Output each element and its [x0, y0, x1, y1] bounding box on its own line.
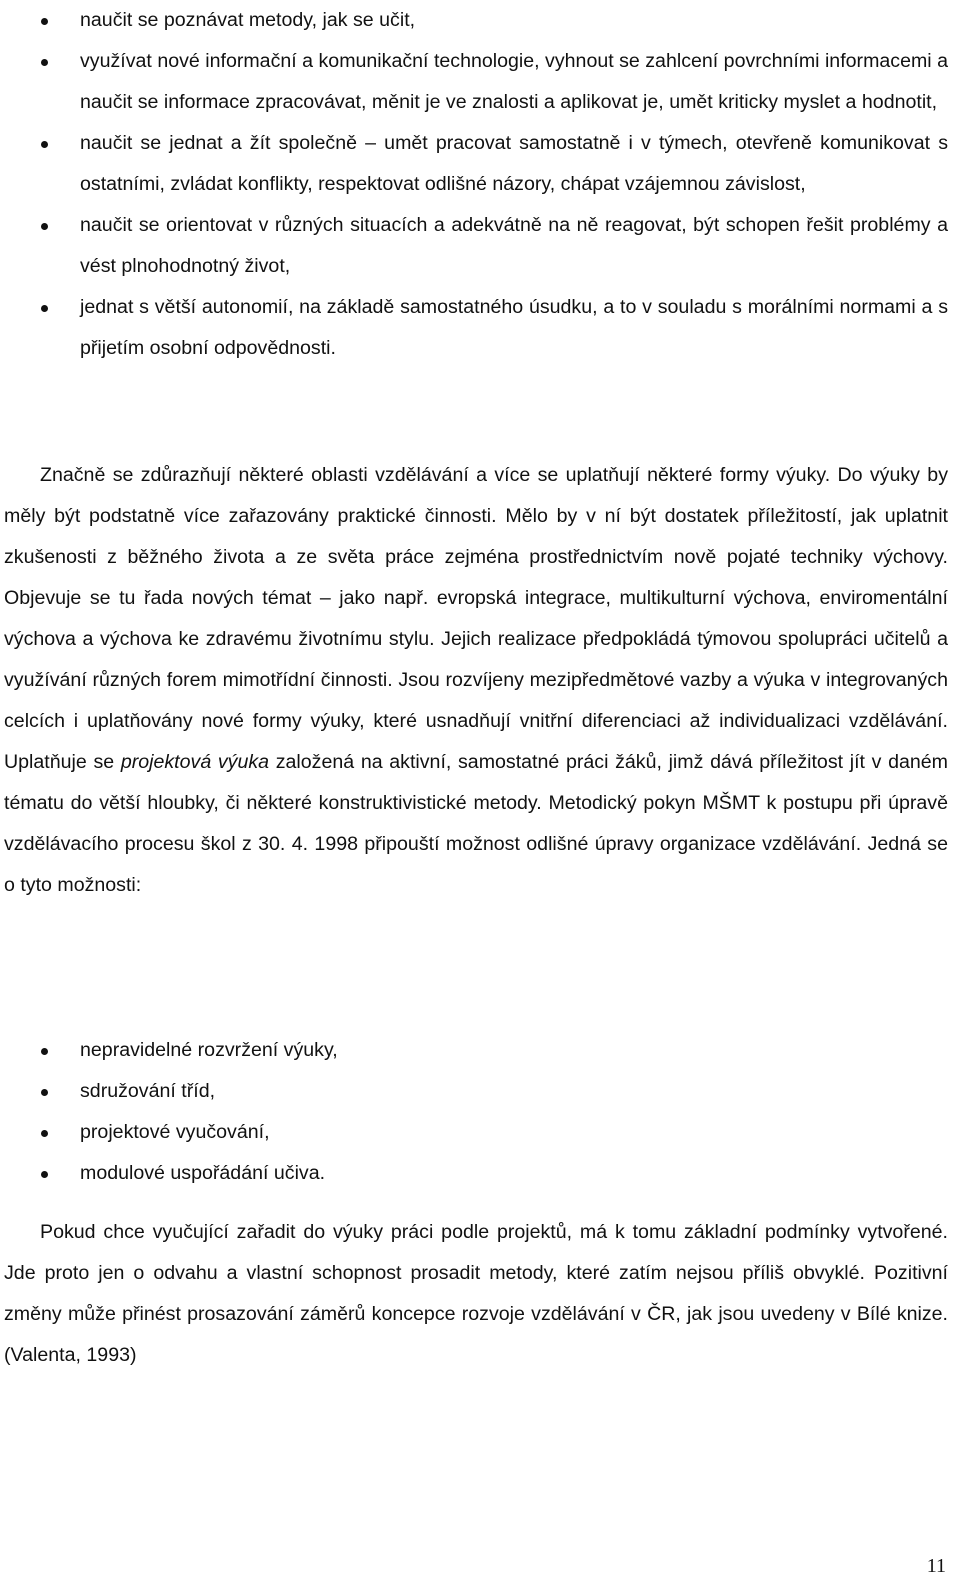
- list-item-text: projektové vyučování,: [80, 1121, 270, 1143]
- list-item-text: modulové uspořádání učiva.: [80, 1162, 326, 1184]
- list-item: [0, 41, 960, 123]
- paragraph-text: Značně se zdůrazňují některé oblasti vzdělávání a více se uplatňují některé formy výuky. Do výuky by měly být podstatně více zařazovány praktické činnosti. Mělo by v ní být dostatek příležitostí, jak uplatnit zkušenosti z běžného života a ze světa práce zejména prostřednictvím nově pojaté techniky výchovy. Objevuje se tu řada nových témat – jako např. evropská integrace, multikulturní výchova, enviromentální výchova a výchova ke zdravému životnímu stylu. Jejich realizace předpokládá týmovou spolupráci učitelů a využívání různých forem mimotřídní činnosti. Jsou rozvíjeny mezipředmětové vazby a výuka v integrovaných celcích i uplatňovány nové formy výuky, které usnadňují vnitřní diferenciaci až individualizaci vzdělávání. Uplatňuje se: [4, 464, 948, 773]
- list-item-text: sdružování tříd,: [80, 1080, 216, 1102]
- list-item: [0, 123, 960, 205]
- bullet-icon: [41, 18, 48, 25]
- bullet-icon: [41, 1048, 48, 1055]
- bullet-icon: [41, 305, 48, 312]
- closing-paragraph: Pokud chce vyučující zařadit do výuky práci podle projektů, má k tomu základní podmínky vytvořené. Jde proto jen o odvahu a vlastní schopnost prosadit metody, které zatím nejsou příliš obvyklé. Pozitivní změny může přinést prosazování záměrů koncepce rozvoje vzdělávání v ČR, jak jsou uvedeny v Bílé knize. (Valenta, 1993): [4, 1221, 948, 1366]
- list-item: [0, 0, 960, 41]
- list-item-text: využívat nové informační a komunikační technologie, vyhnout se zahlcení povrchními informacemi a naučit se informace zpracovávat, měnit je ve znalosti a aplikovat je, umět kriticky myslet a hodnotit,: [80, 50, 948, 113]
- bullet-icon: [41, 1089, 48, 1096]
- bullet-icon: [41, 59, 48, 66]
- list-item: [0, 205, 960, 287]
- list-item: [0, 1030, 960, 1071]
- bullet-icon: [41, 141, 48, 148]
- list-item: [0, 1071, 960, 1112]
- list-item: [0, 1112, 960, 1153]
- bullet-icon: [41, 223, 48, 230]
- list-item-text: naučit se poznávat metody, jak se učit,: [80, 9, 416, 31]
- paragraph-text: založená na aktivní, samostatné práci žáků, jimž dává příležitost jít v daném tématu do větší hloubky, či některé konstruktivistické metody. Metodický pokyn MŠMT k postupu při úpravě vzdělávacího procesu škol z 30. 4. 1998 připouští možnost odlišné úpravy organizace vzdělávání. Jedná se o tyto možnosti:: [4, 751, 948, 896]
- top-bullet-list: [0, 0, 960, 369]
- options-bullet-list: [0, 1030, 960, 1194]
- italic-term: projektová výuka: [120, 751, 270, 773]
- list-item: [0, 1153, 960, 1194]
- list-item-text: nepravidelné rozvržení výuky,: [80, 1039, 338, 1061]
- body-paragraph: [0, 455, 960, 906]
- page-number: 11: [926, 1555, 946, 1577]
- list-item-text: naučit se orientovat v různých situacích a adekvátně na ně reagovat, být schopen řešit problémy a vést plnohodnotný život,: [80, 214, 948, 277]
- list-item: [0, 287, 960, 369]
- bullet-icon: [41, 1171, 48, 1178]
- bullet-icon: [41, 1130, 48, 1137]
- list-item-text: jednat s větší autonomií, na základě samostatného úsudku, a to v souladu s morálními normami a s přijetím osobní odpovědnosti.: [80, 296, 948, 359]
- list-item-text: naučit se jednat a žít společně – umět pracovat samostatně i v týmech, otevřeně komunikovat s ostatními, zvládat konflikty, respektovat odlišné názory, chápat vzájemnou závislost,: [80, 132, 948, 195]
